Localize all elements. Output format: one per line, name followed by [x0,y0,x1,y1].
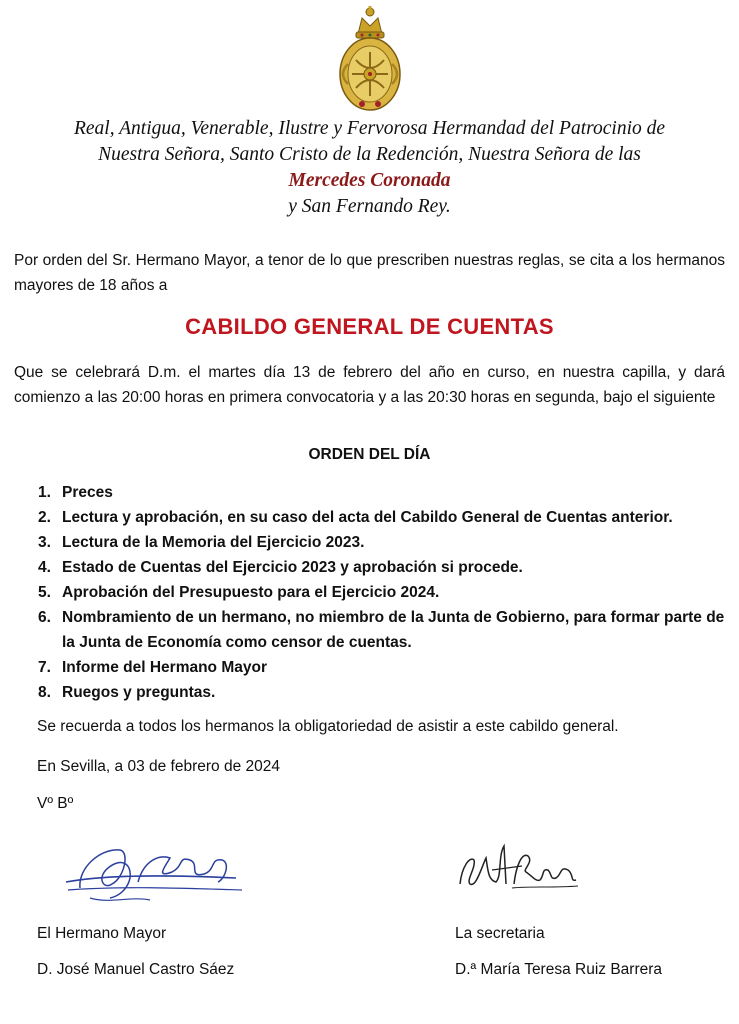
brotherhood-crest-icon [332,4,408,112]
agenda-item-text: Nombramiento de un hermano, no miembro de la Junta de Gobierno, para formar parte de la Junta de Economía como censor de cuentas. [62,609,725,651]
agenda-item-number: 5. [38,584,51,601]
agenda-item [14,680,730,705]
agenda-item-number: 3. [38,534,51,551]
agenda-item-number: 7. [38,659,51,676]
agenda-item-text: Aprobación del Presupuesto para el Ejercicio 2024. [62,584,440,601]
agenda-item [14,505,730,530]
agenda-item [14,530,730,555]
convocatoria-paragraph: Que se celebrará D.m. el martes día 13 de febrero del año en curso, en nuestra capilla, y dará comienzo a las 20:00 horas en primera convocatoria y a las 20:30 horas en segunda, bajo el siguiente [14,364,725,406]
agenda-item-text: Lectura de la Memoria del Ejercicio 2023. [62,534,365,551]
agenda-item-number: 8. [38,684,51,701]
secretaria-signature-icon [452,836,582,896]
agenda-item-number: 4. [38,559,51,576]
agenda-list [14,480,730,705]
header-line-1: Real, Antigua, Venerable, Ilustre y Fervorosa Hermandad del Patrocinio de [73,118,666,139]
left-signatory-role: El Hermano Mayor [37,925,167,942]
visto-bueno: Vº Bº [37,795,74,812]
agenda-item-number: 6. [38,609,51,626]
agenda-item-number: 2. [38,509,51,526]
agenda-item-text: Preces [62,484,113,501]
agenda-item [14,605,730,655]
right-signatory-name: D.ª María Teresa Ruiz Barrera [455,961,663,978]
agenda-item-text: Ruegos y preguntas. [62,684,216,701]
intro-paragraph: Por orden del Sr. Hermano Mayor, a tenor de lo que prescriben nuestras reglas, se cita a los hermanos mayores de 18 años a [14,252,725,294]
header-line-2: Nuestra Señora, Santo Cristo de la Redención, Nuestra Señora de las [98,144,641,165]
reminder-text: Se recuerda a todos los hermanos la obligatoriedad de asistir a este cabildo general. [37,718,619,735]
header-line-4: y San Fernando Rey. [288,196,451,217]
agenda-item-number: 1. [38,484,51,501]
left-signatory-name: D. José Manuel Castro Sáez [37,961,235,978]
agenda-item [14,580,730,605]
agenda-item [14,655,730,680]
date-line: En Sevilla, a 03 de febrero de 2024 [37,758,281,775]
agenda-item [14,555,730,580]
agenda-item-text: Lectura y aprobación, en su caso del acta del Cabildo General de Cuentas anterior. [62,509,673,526]
agenda-item [14,480,730,505]
agenda-item-text: Estado de Cuentas del Ejercicio 2023 y aprobación si procede. [62,559,523,576]
right-signatory-role: La secretaria [455,925,545,942]
orden-del-dia-heading: ORDEN DEL DÍA [308,446,431,463]
brotherhood-header [0,116,739,220]
header-line-3: Mercedes Coronada [288,170,451,191]
agenda-item-text: Informe del Hermano Mayor [62,659,267,676]
hermano-mayor-signature-icon [60,838,250,912]
document-title: CABILDO GENERAL DE CUENTAS [185,314,554,339]
